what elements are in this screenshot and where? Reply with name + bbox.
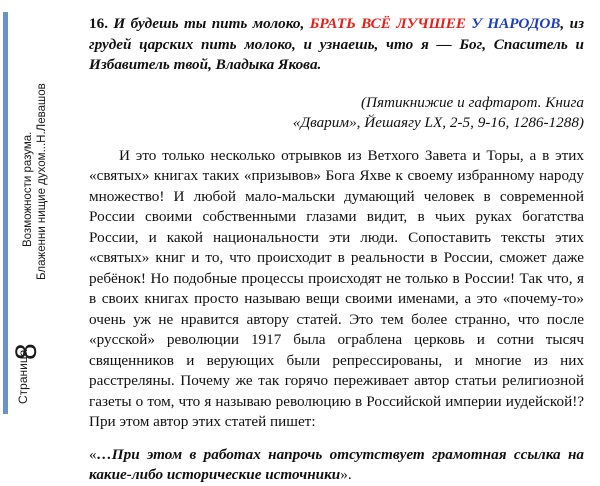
book-title-line-1: Возможности разума. [22,131,34,247]
page-content [89,14,584,486]
verse-highlight-red-2: ВСЁ ЛУЧШЕЕ [361,15,466,32]
verse-citation [89,93,584,133]
quote-close: ». [340,466,352,483]
quote-open: « [89,445,97,463]
verse-number: 16. [89,15,108,32]
page-label: Страница [16,349,30,404]
quoted-statement [89,445,584,486]
quote-text: …При этом в работах напрочь отсутствует грамотная ссылка на какие-либо исторические источники [89,445,584,483]
page-sidebar [0,0,84,423]
verse-highlight-blue: У НАРОДОВ [471,15,561,32]
body-paragraph: И это только несколько отрывков из Ветхого Завета и Торы, а в этих «святых» книгах таких «призывов» Бога Яхве к своему избранному народу множество! И любой мало-мальски думающий человек в современной России своими собственными глазами видит, в чьих руках богатства России, и какой национальности эти люди. Сопоставить тексты этих «святых» книг и то, что происходит в реальности в России, сможет даже ребёнок! Но подобные процессы происходят не только в России! Так что, я в своих книгах просто называю вещи своими именами, а это «почему-то» очень уж не нравится автору статей. Это тем более странно, что после «русской» революции 1917 была ограблена церковь и сотни тысяч священников и верующих были репрессированы, и многие из них расстреляны. Почему же так горячо переживает автор статьи религиозной газеты о том, что я называю революцию в Российской империи иудейской!? При этом автор этих статей пишет: [89,146,584,430]
book-title-line-2: Блаженни нищие духом...Н.Левашов [36,83,48,280]
citation-line-1: (Пятикнижие и гафтарот. Книга [360,93,584,111]
verse-text-start: И будешь ты пить молоко, [107,15,310,32]
scripture-verse [89,14,584,76]
page-number: 8 [10,343,43,360]
verse-text-end: , из грудей царских пить молоко, и узнаешь, что я — Бог, Спаситель и Избавитель твой, Владыка Яковa. [89,15,584,73]
verse-highlight-red-1: БРАТЬ [309,15,356,32]
sidebar-accent-bar [3,12,8,414]
citation-line-2: «Дварим», Йешаягу LX, 2-5, 9-16, 1286-1288) [292,113,584,131]
